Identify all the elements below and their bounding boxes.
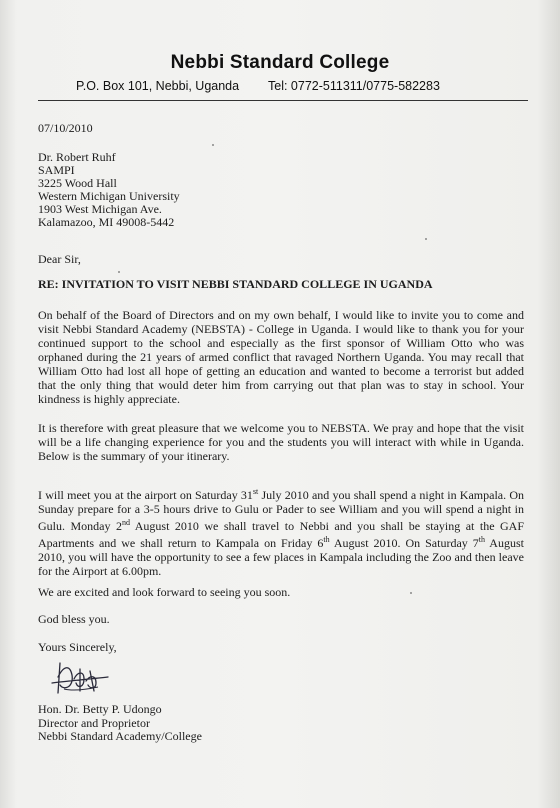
letterhead-address: P.O. Box 101, Nebbi, Uganda bbox=[76, 79, 240, 93]
recipient-address bbox=[38, 151, 180, 229]
paper-speck bbox=[212, 144, 214, 146]
paper-speck bbox=[410, 592, 412, 594]
ordinal-suffix: st bbox=[252, 487, 259, 496]
body-paragraph-4: We are excited and look forward to seeing you soon. bbox=[38, 585, 291, 599]
paper-speck bbox=[425, 238, 427, 240]
handwritten-signature bbox=[50, 657, 110, 699]
signatory-name: Hon. Dr. Betty P. Udongo bbox=[38, 702, 162, 716]
itinerary-text: I will meet you at the airport on Saturday 31 bbox=[38, 488, 253, 502]
signatory-block bbox=[38, 703, 202, 744]
recipient-line: 1903 West Michigan Ave. bbox=[38, 202, 162, 216]
body-paragraph-itinerary bbox=[38, 485, 524, 578]
recipient-line: Western Michigan University bbox=[38, 189, 180, 203]
letterhead-telephone: Tel: 0772-511311/0775-582283 bbox=[268, 79, 440, 93]
subject-line: RE: INVITATION TO VISIT NEBBI STANDARD COLLEGE IN UGANDA bbox=[38, 277, 433, 291]
ordinal-suffix: th bbox=[323, 535, 330, 544]
letter-date: 07/10/2010 bbox=[38, 121, 93, 135]
itinerary-text: August 2010. On Saturday 7 bbox=[329, 536, 479, 550]
signatory-title: Director and Proprietor bbox=[38, 715, 150, 730]
signatory-organization: Nebbi Standard Academy/College bbox=[38, 729, 202, 743]
recipient-line: Dr. Robert Ruhf bbox=[38, 150, 116, 164]
body-paragraph-1: On behalf of the Board of Directors and on my own behalf, I would like to invite you to come and visit Nebbi Standard Academy (NEBSTA) - College in Uganda. I would like to thank you for your continued support to the school and especially as the first sponsor of William Otto who was orphaned during the 21 years of armed conflict that ravaged Northern Uganda. You may recall that William Otto had lost all hope of getting an education and wanted to become a terrorist but added that the only thing that would deter him from carrying out that plan was to stay in school. Your kindness is highly appreciate. bbox=[38, 308, 524, 406]
letterhead-rule bbox=[38, 100, 528, 101]
closing: Yours Sincerely, bbox=[38, 640, 117, 654]
salutation: Dear Sir, bbox=[38, 252, 81, 266]
recipient-line: 3225 Wood Hall bbox=[38, 176, 117, 190]
recipient-line: Kalamazoo, MI 49008-5442 bbox=[38, 215, 175, 229]
body-paragraph-2: It is therefore with great pleasure that we welcome you to NEBSTA. We pray and hope that the visit will be a life changing experience for you and the students you will interact with while in Uganda. Below is the summary of your itinerary. bbox=[38, 421, 524, 463]
ordinal-suffix: nd bbox=[121, 518, 130, 527]
itinerary-text: August 2010, you will have the opportunity to see a few places in Kampala including the Zoo and then leave for the Airport at 6.00pm. bbox=[38, 536, 524, 578]
body-paragraph-5: God bless you. bbox=[38, 612, 110, 626]
itinerary-text: July 2010 and you shall spend a night in Kampala. On Sunday prepare for a 3-5 hours drive to Gulu or Pader to see William and you will spend a night in Gulu. Monday 2 bbox=[38, 488, 525, 533]
paper-speck bbox=[118, 271, 120, 273]
letterhead-title: Nebbi Standard College bbox=[170, 52, 390, 73]
ordinal-suffix: th bbox=[478, 535, 485, 544]
recipient-line: SAMPI bbox=[38, 163, 75, 177]
itinerary-text: August 2010 we shall travel to Nebbi and you shall be staying at the GAF Apartments and we shall return to Kampala on Friday 6 bbox=[38, 519, 525, 550]
